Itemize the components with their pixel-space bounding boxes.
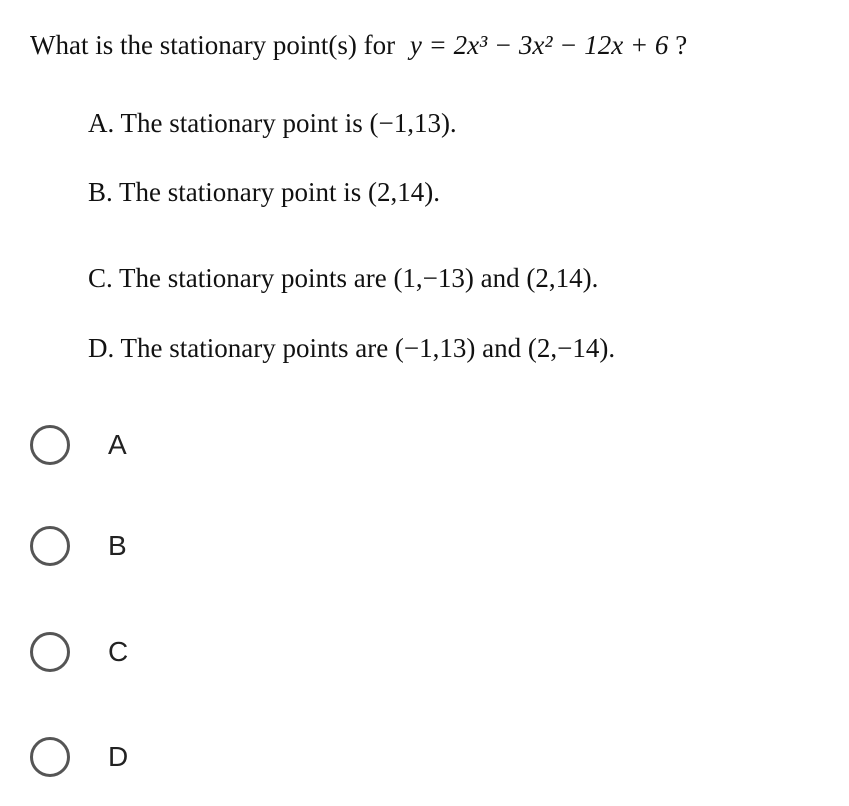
question-mark: ? xyxy=(675,30,688,60)
radio-button-c[interactable] xyxy=(30,632,70,672)
radio-button-d[interactable] xyxy=(30,737,70,777)
option-d[interactable] xyxy=(30,737,128,777)
choice-b-text: B. The stationary point is (2,14). xyxy=(88,177,440,207)
question xyxy=(30,30,687,61)
radio-button-a[interactable] xyxy=(30,425,70,465)
option-d-label: D xyxy=(108,741,129,772)
choice-d-text: D. The stationary points are (−1,13) and (2,−14). xyxy=(88,333,616,363)
radio-button-b[interactable] xyxy=(30,526,70,566)
option-b-label: B xyxy=(108,530,127,561)
option-c[interactable] xyxy=(30,632,128,672)
choice-c-text: C. The stationary points are (1,−13) and (2,14). xyxy=(88,263,599,293)
option-c-label: C xyxy=(108,636,129,667)
option-a-label: A xyxy=(108,429,127,460)
question-text: What is the stationary point(s) for xyxy=(30,30,396,60)
choice-a-text: A. The stationary point is (−1,13). xyxy=(88,108,457,138)
question-equation: y = 2x³ − 3x² − 12x + 6 xyxy=(409,30,669,60)
option-a[interactable] xyxy=(30,425,127,465)
option-b[interactable] xyxy=(30,526,127,566)
